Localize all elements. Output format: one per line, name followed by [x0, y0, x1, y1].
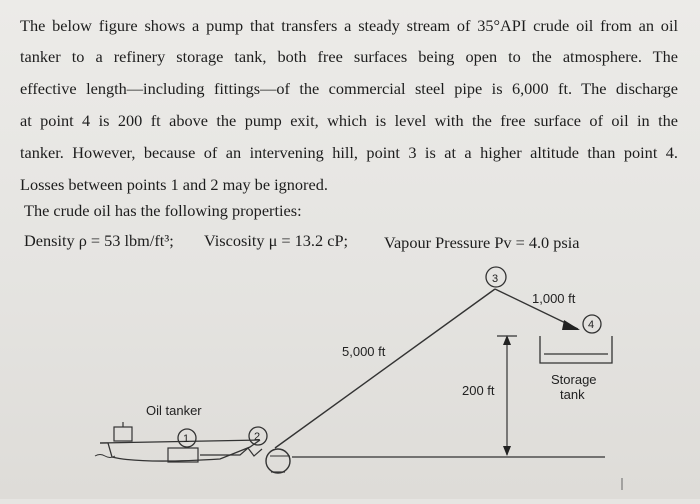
pump-icon	[266, 449, 290, 473]
density-property: Density ρ = 53 lbm/ft³;	[24, 231, 174, 250]
problem-line-5: tanker. However, because of an intervening hill, point 3 is at a higher altitude than point 4.	[20, 143, 678, 162]
problem-line-1: The below figure shows a pump that transfers a steady stream of 35°API crude oil from an oil	[20, 16, 678, 35]
pipe-slope	[275, 289, 495, 448]
height-arrow-bottom	[503, 446, 511, 456]
point-4-label: 4	[588, 319, 595, 331]
suction-pipe	[200, 448, 262, 456]
storage-tank-label-1: Storage	[551, 372, 597, 387]
storage-tank-label-2: tank	[560, 387, 585, 402]
discharge-arrow	[562, 320, 580, 330]
oil-tanker-cabin	[114, 427, 132, 441]
point-1-label: 1	[183, 433, 190, 445]
problem-line-3: effective length—including fittings—of the commercial steel pipe is 6,000 ft. The discharge	[20, 79, 678, 98]
problem-line-2: tanker to a refinery storage tank, both free surfaces being open to the atmosphere. The	[20, 47, 678, 66]
problem-line-7: The crude oil has the following properties:	[24, 201, 302, 220]
height-label: 200 ft	[462, 383, 495, 398]
slope-pipe-length-label: 5,000 ft	[342, 344, 386, 359]
problem-line-6: Losses between points 1 and 2 may be ignored.	[20, 175, 328, 194]
problem-line-4: at point 4 is 200 ft above the pump exit, which is level with the free surface of oil in the	[20, 111, 678, 130]
viscosity-property: Viscosity μ = 13.2 cP;	[204, 231, 349, 250]
storage-tank-outline	[540, 336, 612, 363]
point-2-label: 2	[254, 431, 261, 443]
point-3-label: 3	[492, 273, 499, 285]
top-pipe-length-label: 1,000 ft	[532, 291, 576, 306]
pump-system-diagram	[0, 250, 700, 499]
oil-tanker-label: Oil tanker	[146, 403, 202, 418]
vapour-pressure-property: Vapour Pressure Pv = 4.0 psia	[384, 233, 580, 252]
